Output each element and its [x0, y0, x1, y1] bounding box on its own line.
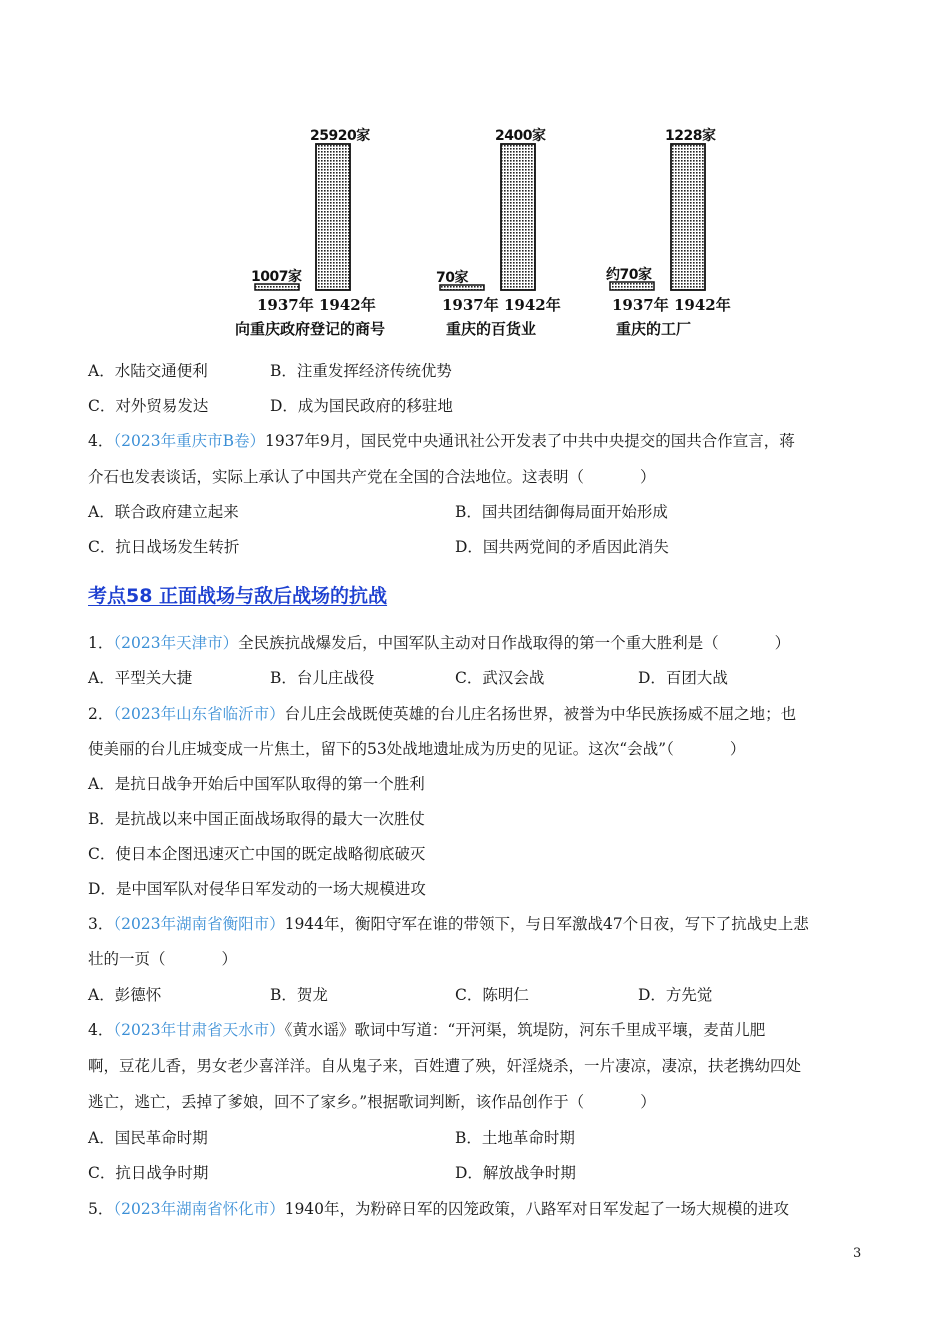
q4-line-1 — [88, 430, 795, 452]
bar-1-1937-label: 1007家 — [251, 269, 302, 285]
s1-source: （2023年天津市） — [113, 634, 239, 652]
s5-text-1: 1940年，为粉碎日军的囚笼政策，八路军对日军发起了一场大规模的进攻 — [284, 1200, 790, 1218]
bar-3-1942-label: 1228家 — [665, 128, 716, 144]
bar-chart-figure — [225, 118, 745, 348]
q3-option-c: C．对外贸易发达 — [88, 397, 209, 415]
bar-2-tick-1937: 1937年 — [442, 296, 499, 314]
s4-line-2: 啊，豆花儿香，男女老少喜洋洋。自从鬼子来，百姓遭了殃，奸淫烧杀，一片凄凉，凄凉，扶老携幼四处 — [88, 1057, 802, 1075]
s2-option-c: C．使日本企图迅速灭亡中国的既定战略彻底破灭 — [88, 845, 426, 863]
s5-line-1 — [88, 1198, 789, 1220]
q4-text-2: 介石也发表谈话，实际上承认了中国共产党在全国的合法地位。这表明（ — [88, 468, 585, 486]
s4-source: （2023年甘肃省天水市） — [113, 1021, 285, 1039]
bar-2-tick-1942: 1942年 — [504, 296, 561, 314]
bar-2-1937-label: 70家 — [436, 270, 468, 286]
bar-3-1937-label: 约70家 — [606, 267, 652, 283]
s1-option-a: A．平型关大捷 — [88, 669, 193, 687]
s1-option-c: C．武汉会战 — [455, 669, 545, 687]
bar-1-1942-label: 25920家 — [310, 128, 370, 144]
q4-number: 4． — [88, 432, 114, 450]
bar-1-tick-1937: 1937年 — [257, 296, 314, 314]
s4-line-3 — [88, 1091, 656, 1113]
s4-text-1: 《黄水谣》歌词中写道：“开河渠，筑堤防，河东千里成平壤，麦苗儿肥 — [284, 1021, 766, 1039]
s4-option-b: B．土地革命时期 — [455, 1129, 575, 1147]
s2-text-2: 使美丽的台儿庄城变成一片焦土，留下的53处战地遗址成为历史的见证。这次“会战”（ — [88, 740, 674, 758]
s3-number: 3． — [88, 915, 114, 933]
bar-1-tick-1942: 1942年 — [319, 296, 376, 314]
group-3-caption: 重庆的工厂 — [616, 320, 692, 338]
q4-close-paren: ） — [640, 468, 656, 486]
s4-number: 4． — [88, 1021, 114, 1039]
s4-close-paren: ） — [640, 1093, 656, 1111]
bar-1-1942 — [316, 144, 350, 290]
s4-option-a: A．国民革命时期 — [88, 1129, 208, 1147]
bar-2-1942 — [501, 144, 535, 290]
q4-source: （2023年重庆市B卷） — [113, 432, 265, 450]
s1-line-1 — [88, 632, 790, 654]
s1-number: 1． — [88, 634, 114, 652]
s4-option-d: D．解放战争时期 — [455, 1164, 576, 1182]
bar-3-tick-1942: 1942年 — [674, 296, 731, 314]
s3-text-2: 壮的一页（ — [88, 950, 166, 968]
s3-option-d: D．方先觉 — [638, 986, 713, 1004]
s3-close-paren: ） — [221, 950, 238, 968]
group-2-caption: 重庆的百货业 — [446, 320, 537, 338]
bar-3-tick-1937: 1937年 — [612, 296, 669, 314]
bar-3-1942 — [671, 144, 705, 290]
group-1-caption: 向重庆政府登记的商号 — [235, 320, 386, 338]
q4-option-d: D．国共两党间的矛盾因此消失 — [455, 538, 669, 556]
s3-line-1 — [88, 913, 809, 935]
s1-text: 全民族抗战爆发后，中国军队主动对日作战取得的第一个重大胜利是（ — [238, 634, 719, 652]
q4-text-1: 1937年9月，国民党中央通讯社公开发表了中共中央提交的国共合作宣言，蒋 — [264, 432, 795, 450]
s4-option-c: C．抗日战争时期 — [88, 1164, 209, 1182]
s3-option-a: A．彭德怀 — [88, 986, 162, 1004]
s2-option-b: B．是抗战以来中国正面战场取得的最大一次胜仗 — [88, 810, 425, 828]
section-title: 考点58 正面战场与敌后战场的抗战 — [88, 585, 388, 607]
s2-text-1: 台儿庄会战既使英雄的台儿庄名扬世界，被誉为中华民族扬威不屈之地；也 — [284, 705, 797, 723]
s1-option-b: B．台儿庄战役 — [270, 669, 375, 687]
q4-option-b: B．国共团结御侮局面开始形成 — [455, 503, 668, 521]
bar-3-1937 — [610, 282, 654, 290]
s3-option-c: C．陈明仁 — [455, 986, 529, 1004]
s5-source: （2023年湖南省怀化市） — [113, 1200, 285, 1218]
s3-source: （2023年湖南省衡阳市） — [113, 915, 285, 933]
s2-number: 2． — [88, 705, 114, 723]
s1-close-paren: ） — [774, 634, 791, 652]
bar-chart — [225, 118, 745, 348]
s2-option-d: D．是中国军队对侵华日军发动的一场大规模进攻 — [88, 880, 426, 898]
s3-text-1: 1944年，衡阳守军在谁的带领下，与日军激战47个日夜，写下了抗战史上悲 — [284, 915, 809, 933]
q3-option-d: D．成为国民政府的移驻地 — [270, 397, 453, 415]
q4-option-c: C．抗日战场发生转折 — [88, 538, 240, 556]
page-number: 3 — [853, 1246, 862, 1261]
s2-line-2 — [88, 738, 745, 760]
s2-line-1 — [88, 703, 796, 725]
s4-line-1 — [88, 1019, 765, 1041]
s3-option-b: B．贺龙 — [270, 986, 328, 1004]
q3-option-b: B．注重发挥经济传统优势 — [270, 362, 452, 380]
s5-number: 5． — [88, 1200, 114, 1218]
s2-close-paren: ） — [729, 740, 746, 758]
s4-text-3: 逃亡，逃亡，丢掉了爹娘，回不了家乡。”根据歌词判断，该作品创作于（ — [88, 1093, 585, 1111]
s3-line-2 — [88, 948, 237, 970]
s2-option-a: A．是抗日战争开始后中国军队取得的第一个胜利 — [88, 775, 425, 793]
q3-option-a: A．水陆交通便利 — [88, 362, 208, 380]
bar-2-1942-label: 2400家 — [495, 128, 546, 144]
s2-source: （2023年山东省临沂市） — [113, 705, 285, 723]
s1-option-d: D．百团大战 — [638, 669, 728, 687]
q4-line-2 — [88, 466, 656, 488]
q4-option-a: A．联合政府建立起来 — [88, 503, 239, 521]
